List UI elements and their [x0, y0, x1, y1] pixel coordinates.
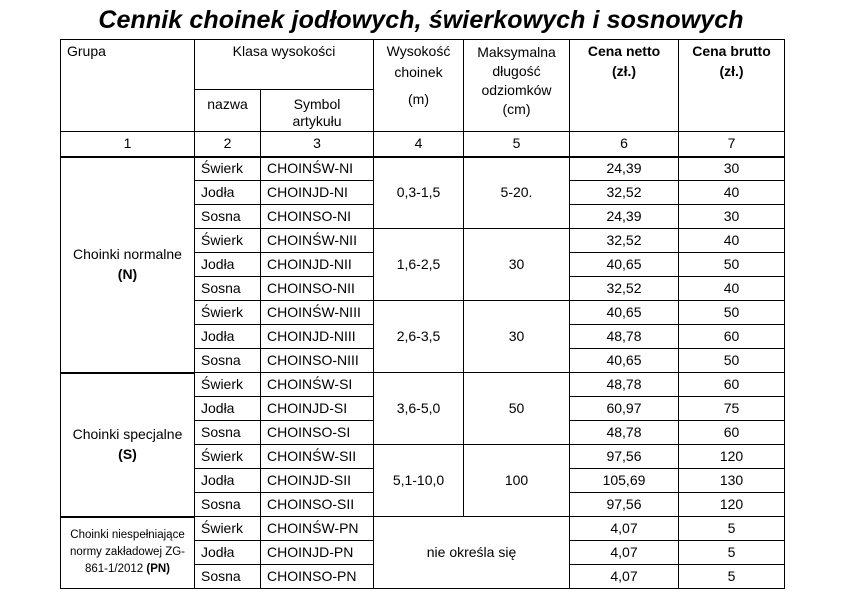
row-netto: 4,07	[570, 541, 679, 565]
row-nazwa: Jodła	[195, 541, 261, 565]
row-nazwa: Świerk	[195, 301, 261, 325]
table-row	[61, 373, 785, 397]
row-nazwa: Jodła	[195, 469, 261, 493]
row-symbol: CHOINSO-SII	[261, 493, 374, 517]
row-brutto: 40	[679, 181, 785, 205]
row-brutto: 75	[679, 397, 785, 421]
row-netto: 32,52	[570, 229, 679, 253]
class-ni-height: 0,3-1,5	[374, 157, 464, 229]
class-nii-height: 1,6-2,5	[374, 229, 464, 301]
header-brutto-line1: Cena brutto	[692, 43, 771, 59]
header-dlugosc-line1: Maksymalna	[477, 44, 556, 60]
header-wysokosc-line2: choinek	[394, 64, 443, 80]
table-row	[61, 157, 785, 181]
row-symbol: CHOINŚW-NIII	[261, 301, 374, 325]
row-nazwa: Świerk	[195, 517, 261, 541]
row-brutto: 50	[679, 301, 785, 325]
header-brutto-line2: (zł.)	[719, 63, 744, 79]
header-netto-line1: Cena netto	[587, 43, 661, 59]
row-netto: 4,07	[570, 565, 679, 589]
row-nazwa: Świerk	[195, 229, 261, 253]
row-nazwa: Sosna	[195, 565, 261, 589]
class-nii-length: 30	[464, 229, 570, 301]
colnum-5: 5	[464, 132, 570, 157]
row-netto: 40,65	[570, 349, 679, 373]
row-netto: 4,07	[570, 517, 679, 541]
row-symbol: CHOINSO-SI	[261, 421, 374, 445]
table-row	[61, 517, 785, 541]
row-nazwa: Jodła	[195, 181, 261, 205]
colnum-4: 4	[374, 132, 464, 157]
class-si-height: 3,6-5,0	[374, 373, 464, 445]
group-specjalne	[61, 373, 195, 517]
row-brutto: 60	[679, 373, 785, 397]
class-niii-height: 2,6-3,5	[374, 301, 464, 373]
row-brutto: 120	[679, 493, 785, 517]
header-wysokosc	[374, 40, 464, 132]
group-pn	[61, 517, 195, 589]
class-ni-length: 5-20.	[464, 157, 570, 229]
row-nazwa: Świerk	[195, 373, 261, 397]
group-pn-line2: normy zakładowej ZG-	[69, 546, 186, 559]
row-netto: 40,65	[570, 253, 679, 277]
row-nazwa: Świerk	[195, 157, 261, 181]
group-pn-code: (PN)	[146, 563, 171, 576]
row-symbol: CHOINJD-SII	[261, 469, 374, 493]
row-brutto: 50	[679, 253, 785, 277]
class-si-length: 50	[464, 373, 570, 445]
row-netto: 24,39	[570, 157, 679, 181]
row-nazwa: Sosna	[195, 349, 261, 373]
row-nazwa: Jodła	[195, 253, 261, 277]
row-nazwa: Sosna	[195, 205, 261, 229]
row-brutto: 40	[679, 277, 785, 301]
row-netto: 97,56	[570, 445, 679, 469]
row-netto: 60,97	[570, 397, 679, 421]
row-symbol: CHOINŚW-NI	[261, 157, 374, 181]
header-nazwa: nazwa	[195, 90, 261, 132]
row-symbol: CHOINSO-NI	[261, 205, 374, 229]
header-dlugosc	[464, 40, 570, 132]
row-symbol: CHOINJD-NII	[261, 253, 374, 277]
group-specjalne-label: Choinki specjalne	[72, 426, 183, 442]
row-netto: 48,78	[570, 373, 679, 397]
row-nazwa: Jodła	[195, 397, 261, 421]
class-sii-height: 5,1-10,0	[374, 445, 464, 517]
row-brutto: 60	[679, 421, 785, 445]
group-normalne-code: (N)	[117, 266, 138, 282]
colnum-6: 6	[570, 132, 679, 157]
header-netto-line2: (zł.)	[611, 63, 637, 79]
row-brutto: 50	[679, 349, 785, 373]
header-grupa: Grupa	[61, 40, 195, 132]
class-niii-length: 30	[464, 301, 570, 373]
row-symbol: CHOINŚW-PN	[261, 517, 374, 541]
colnum-2: 2	[195, 132, 261, 157]
row-brutto: 130	[679, 469, 785, 493]
row-netto: 40,65	[570, 301, 679, 325]
row-nazwa: Sosna	[195, 421, 261, 445]
row-symbol: CHOINŚW-NII	[261, 229, 374, 253]
group-pn-line1: Choinki niespełniające	[70, 529, 185, 542]
row-netto: 97,56	[570, 493, 679, 517]
header-wysokosc-line3: (m)	[408, 91, 429, 107]
row-netto: 48,78	[570, 421, 679, 445]
row-netto: 24,39	[570, 205, 679, 229]
colnum-7: 7	[679, 132, 785, 157]
header-dlugosc-line4: (cm)	[502, 101, 531, 117]
group-specjalne-code: (S)	[118, 446, 137, 462]
row-netto: 48,78	[570, 325, 679, 349]
row-brutto: 30	[679, 205, 785, 229]
row-brutto: 120	[679, 445, 785, 469]
price-table	[60, 39, 785, 589]
group-pn-line3	[63, 561, 192, 578]
row-brutto: 40	[679, 229, 785, 253]
row-symbol: CHOINJD-SI	[261, 397, 374, 421]
row-brutto: 5	[679, 565, 785, 589]
colnum-1: 1	[61, 132, 195, 157]
row-symbol: CHOINSO-PN	[261, 565, 374, 589]
row-nazwa: Jodła	[195, 325, 261, 349]
row-symbol: CHOINJD-NI	[261, 181, 374, 205]
row-nazwa: Sosna	[195, 277, 261, 301]
header-cena-netto	[570, 40, 679, 132]
row-symbol: CHOINŚW-SII	[261, 445, 374, 469]
class-sii-length: 100	[464, 445, 570, 517]
row-netto: 105,69	[570, 469, 679, 493]
header-dlugosc-line3: odziomków	[481, 82, 552, 98]
header-klasa: Klasa wysokości	[195, 40, 374, 90]
row-symbol: CHOINŚW-SI	[261, 373, 374, 397]
row-nazwa: Świerk	[195, 445, 261, 469]
header-cena-brutto	[679, 40, 785, 132]
row-symbol: CHOINJD-PN	[261, 541, 374, 565]
page-title: Cennik choinek jodłowych, świerkowych i sosnowych	[98, 6, 744, 34]
class-pn-note: nie określa się	[374, 517, 570, 589]
group-pn-norm: 861-1/2012	[84, 563, 144, 576]
row-symbol: CHOINJD-NIII	[261, 325, 374, 349]
row-netto: 32,52	[570, 277, 679, 301]
header-wysokosc-line1: Wysokość	[386, 43, 451, 59]
row-nazwa: Sosna	[195, 493, 261, 517]
header-symbol	[261, 90, 374, 132]
group-normalne	[61, 157, 195, 373]
row-symbol: CHOINSO-NII	[261, 277, 374, 301]
row-netto: 32,52	[570, 181, 679, 205]
row-brutto: 30	[679, 157, 785, 181]
row-brutto: 5	[679, 541, 785, 565]
group-normalne-label: Choinki normalne	[73, 246, 182, 262]
header-dlugosc-line2: długość	[492, 63, 541, 79]
row-symbol: CHOINSO-NIII	[261, 349, 374, 373]
row-brutto: 60	[679, 325, 785, 349]
header-symbol-line1: Symbol	[293, 96, 341, 112]
colnum-3: 3	[261, 132, 374, 157]
header-symbol-line2: artykułu	[292, 113, 342, 129]
row-brutto: 5	[679, 517, 785, 541]
